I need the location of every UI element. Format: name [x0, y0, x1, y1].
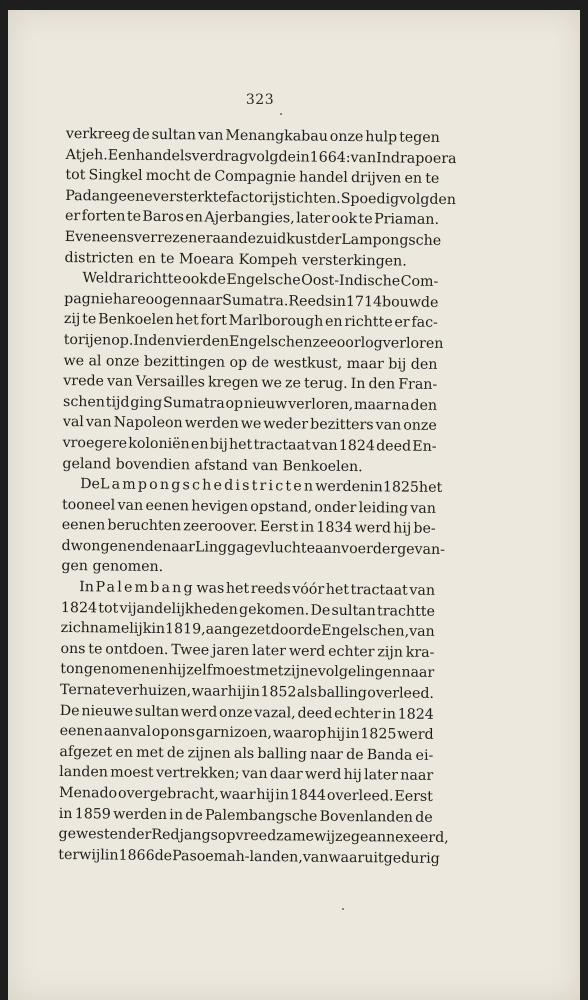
text-line: zich namelijk in 1819, aangezet door de Engelschen, van: [60, 620, 435, 641]
text-line: Ternate verhuizen, waar hij in 1852 als balling overleed.: [59, 682, 435, 702]
text-line: De Lampongsche districten werden in 1825 het: [80, 476, 443, 497]
text-line: schen tijd ging Sumatra op nieuw verloren, maar na den: [63, 393, 438, 414]
text-line: terwijl in 1866 de Pasoemah-landen, vanwaar uit gedurig: [58, 846, 440, 867]
text-line: vroegere koloniën en bij het tractaat van 1824 deed En-: [62, 434, 437, 455]
text-line: Eveneens verrezen er aan de zuidkust der Lampongsche: [64, 228, 442, 249]
text-line: zij te Benkoelen het fort Marlborough en richtte er fac-: [63, 311, 438, 332]
text-line: pagnie hare oogen naar Sumatra. Reeds in 1714 bouwde: [64, 290, 439, 311]
text-line: vrede van Versailles kregen we ze terug. In den Fran-: [63, 373, 438, 394]
text-line: Menado overgebracht, waar hij in 1844 overleed. Eerst: [58, 784, 433, 805]
text-line: ton genomen en hij zelf moest met zijne volgelingen naar: [60, 661, 435, 682]
book-page: [8, 10, 580, 1000]
text-line: torijen op. In den vierden Engelschen zeeoorlog verloren: [63, 331, 444, 352]
text-line: we al onze bezittingen op de westkust, maar bij den: [63, 352, 438, 373]
text-line: De nieuwe sultan werd onze vazal, deed echter in 1824: [59, 702, 434, 723]
paper-speck: [280, 113, 282, 115]
text-line: verkreeg de sultan van Menangkabau onze hulp tegen: [65, 125, 440, 146]
text-line: gen genomen.: [61, 558, 164, 576]
text-line: landen moest vertrekken; van daar werd hij later naar: [59, 764, 434, 785]
text-line: val van Napoleon werden we weder bezitters van onze: [62, 414, 437, 435]
text-line: eenen beruchten zeeroover. Eerst in 1834 werd hij be-: [61, 517, 436, 538]
text-line: tooneel van eenen hevigen opstand, onder leiding van: [61, 496, 437, 517]
text-line: 1824 tot vijandelijkheden gekomen. De sultan trachtte: [60, 599, 435, 620]
page-number: 323: [245, 92, 275, 108]
text-line: Atjeh. Een handelsverdrag volgde in 1664: van Indrapoera: [65, 146, 457, 167]
text-line: in 1859 werden in de Palembangsche Bovenlanden de: [58, 805, 433, 826]
text-line: dwongen en de naar Lingga gevluchte aanvoerder gevan-: [61, 537, 446, 558]
text-line: tot Singkel mocht de Compagnie handel drijven en te: [65, 167, 440, 188]
text-line: gewesten der Redjangs op vreedzame wijze geannexeerd,: [58, 826, 449, 847]
text-line: districten en te Moeara Kompeh versterkingen.: [64, 249, 407, 270]
text-line: er forten te Baros en Ajerbangies, later ook te Priaman.: [64, 208, 440, 229]
text-line: Padang eene versterkte factorij stichten. Spoedig volgden: [65, 187, 457, 208]
paper-speck: [342, 908, 344, 910]
text-line: eenen aanval op ons garnizoen, waarop hij in 1825 werd: [59, 723, 434, 744]
text-line: ons te ontdoen. Twee jaren later werd echter zijn kra-: [60, 640, 435, 661]
text-line: afgezet en met de zijnen als balling naar de Banda ei-: [59, 743, 434, 764]
body-text: [58, 124, 457, 869]
text-line: geland bovendien afstand van Benkoelen.: [62, 455, 363, 475]
text-line: Weldra richtte ook de Engelsche Oost-Indische Com-: [82, 270, 439, 291]
text-line: In Palembang was het reeds vóór het tractaat van: [79, 579, 436, 599]
